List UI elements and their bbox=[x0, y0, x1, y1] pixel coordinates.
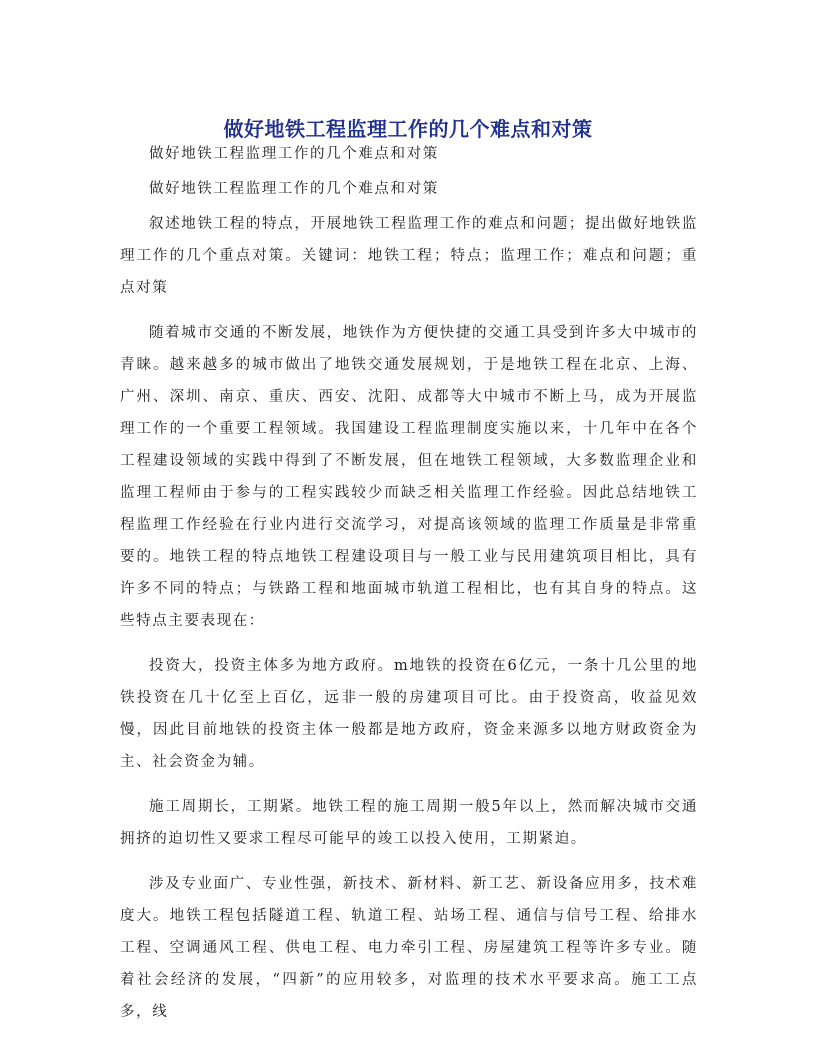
document-body bbox=[120, 138, 698, 1041]
intro-paragraph: 随着城市交通的不断发展，地铁作为方便快捷的交通工具受到许多大中城市的青睐。越来越多的城市做出了地铁交通发展规划，于是地铁工程在北京、上海、广州、深圳、南京、重庆、西安、沈阳、成都等大中城市不断上马，成为开展监理工作的一个重要工程领域。我国建设工程监理制度实施以来，十几年中在各个工程建设领域的实践中得到了不断发展，但在地铁工程领域，大多数监理企业和监理工程师由于参与的工程实践较少而缺乏相关监理工作经验。因此总结地铁工程监理工作经验在行业内进行交流学习，对提高该领域的监理工作质量是非常重要的。地铁工程的特点地铁工程建设项目与一般工业与民用建筑项目相比，具有许多不同的特点；与铁路工程和地面城市轨道工程相比，也有其自身的特点。这些特点主要表现在： bbox=[120, 325, 698, 629]
document-title: 做好地铁工程监理工作的几个难点和对策 bbox=[223, 117, 593, 142]
subtitle-line-1: 做好地铁工程监理工作的几个难点和对策 bbox=[149, 146, 439, 162]
abstract-paragraph: 叙述地铁工程的特点，开展地铁工程监理工作的难点和问题；提出做好地铁监理工作的几个重点对策。关键词：地铁工程；特点；监理工作；难点和问题；重点对策 bbox=[120, 216, 698, 296]
schedule-paragraph: 施工周期长，工期紧。地铁工程的施工周期一般5年以上，然而解决城市交通拥挤的迫切性又要求工程尽可能早的竣工以投入使用，工期紧迫。 bbox=[120, 799, 698, 847]
subtitle-line-2: 做好地铁工程监理工作的几个难点和对策 bbox=[149, 181, 439, 197]
technical-paragraph: 涉及专业面广、专业性强，新技术、新材料、新工艺、新设备应用多，技术难度大。地铁工程包括隧道工程、轨道工程、站场工程、通信与信号工程、给排水工程、空调通风工程、供电工程、电力牵引工程、房屋建筑工程等许多专业。随着社会经济的发展，“四新”的应用较多，对监理的技术水平要求高。施工工点多，线 bbox=[120, 876, 698, 1020]
investment-paragraph: 投资大，投资主体多为地方政府。m地铁的投资在6亿元，一条十几公里的地铁投资在几十亿至上百亿，远非一般的房建项目可比。由于投资高，收益见效慢，因此目前地铁的投资主体一般都是地方政府，资金来源多以地方财政资金为主、社会资金为辅。 bbox=[120, 658, 698, 770]
